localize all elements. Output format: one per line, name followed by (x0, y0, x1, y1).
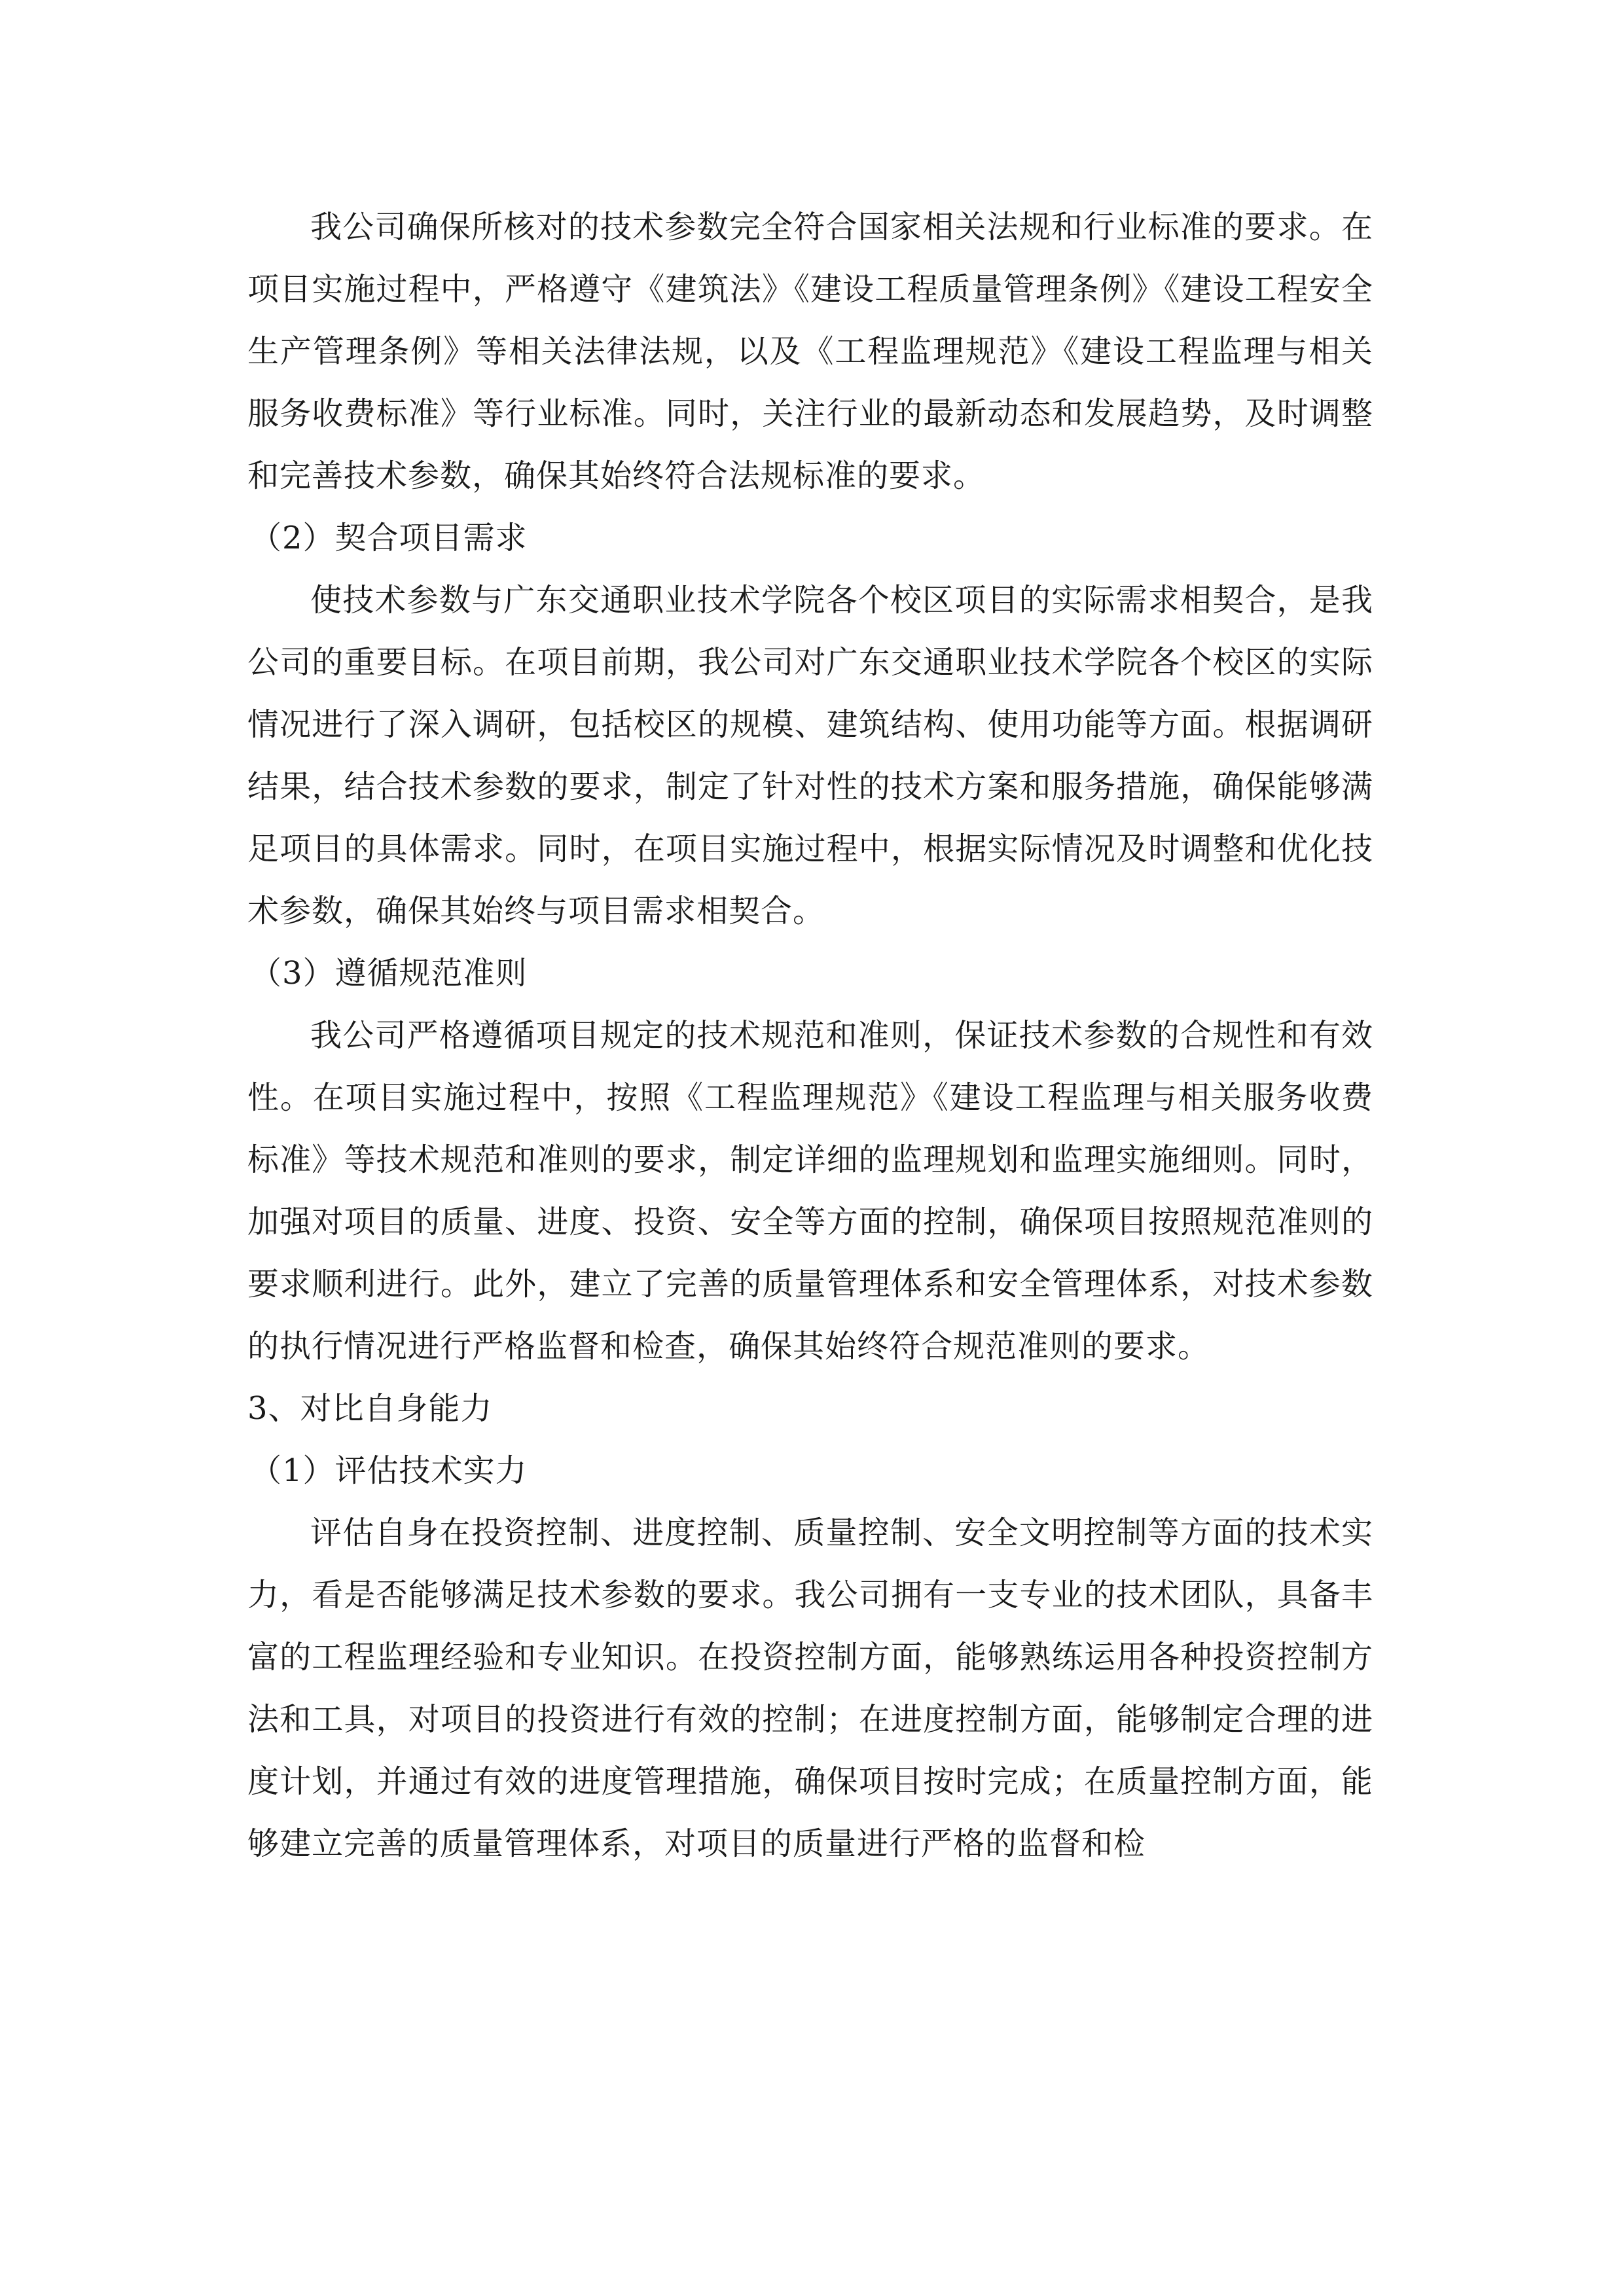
paragraph-project-needs: 使技术参数与广东交通职业技术学院各个校区项目的实际需求相契合，是我公司的重要目标。在项目前期，我公司对广东交通职业技术学院各个校区的实际情况进行了深入调研，包括校区的规模、建筑结构、使用功能等方面。根据调研结果，结合技术参数的要求，制定了针对性的技术方案和服务措施，确保能够满足项目的具体需求。同时，在项目实施过程中，根据实际情况及时调整和优化技术参数，确保其始终与项目需求相契合。 (247, 582, 1373, 929)
paragraph-follow-standards: 我公司严格遵循项目规定的技术规范和准则，保证技术参数的合规性和有效性。在项目实施过程中，按照《工程监理规范》《建设工程监理与相关服务收费标准》等技术规范和准则的要求，制定详细的监理规划和监理实施细则。同时，加强对项目的质量、进度、投资、安全等方面的控制，确保项目按照规范准则的要求顺利进行。此外，建立了完善的质量管理体系和安全管理体系，对技术参数的执行情况进行严格监督和检查，确保其始终符合规范准则的要求。 (247, 1017, 1373, 1365)
heading-compare-own-capability: 3、对比自身能力 (247, 1390, 493, 1427)
heading-follow-standards: （3）遵循规范准则 (250, 955, 528, 992)
heading-assess-technical-strength: （1）评估技术实力 (250, 1452, 528, 1489)
heading-match-project-needs: （2）契合项目需求 (250, 520, 528, 556)
paragraph-regulatory-compliance: 我公司确保所核对的技术参数完全符合国家相关法规和行业标准的要求。在项目实施过程中，严格遵守《建筑法》《建设工程质量管理条例》《建设工程安全生产管理条例》等相关法律法规，以及《工程监理规范》《建设工程监理与相关服务收费标准》等行业标准。同时，关注行业的最新动态和发展趋势，及时调整和完善技术参数，确保其始终符合法规标准的要求。 (247, 209, 1373, 494)
paragraph-technical-strength: 评估自身在投资控制、进度控制、质量控制、安全文明控制等方面的技术实力，看是否能够满足技术参数的要求。我公司拥有一支专业的技术团队，具备丰富的工程监理经验和专业知识。在投资控制方面，能够熟练运用各种投资控制方法和工具，对项目的投资进行有效的控制；在进度控制方面，能够制定合理的进度计划，并通过有效的进度管理措施，确保项目按时完成；在质量控制方面，能够建立完善的质量管理体系，对项目的质量进行严格的监督和检 (247, 1515, 1373, 1862)
document-body (247, 196, 1373, 1875)
